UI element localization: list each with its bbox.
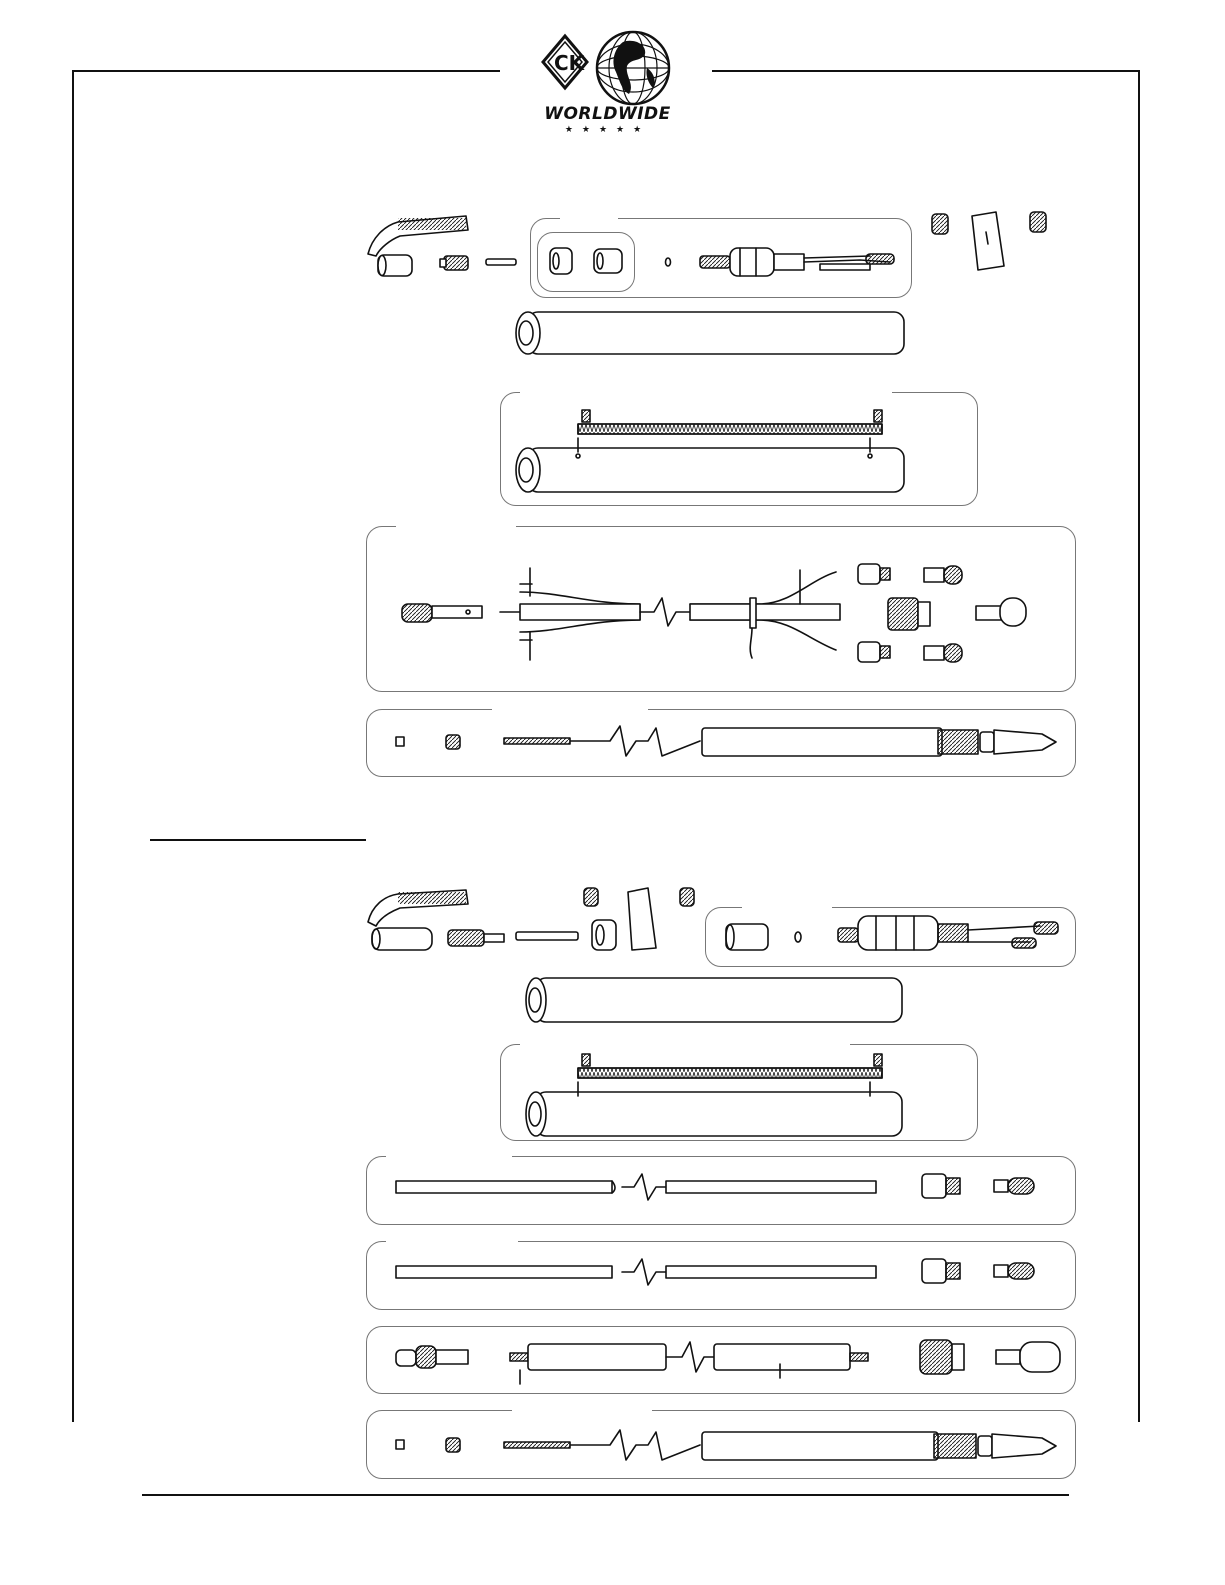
back-cap-short-lower — [628, 888, 656, 950]
logo-stars: ★★★★★ — [564, 124, 651, 134]
gas-hose-lower — [396, 1174, 1034, 1200]
cap-nut-b-upper — [1030, 212, 1046, 232]
insulator-lower — [592, 920, 616, 950]
o-ring-lower — [795, 932, 801, 942]
connector-c-upper — [976, 598, 1026, 626]
insulator-b-upper — [594, 249, 622, 273]
worldwide-wordmark: WORLDWIDE — [544, 104, 671, 124]
cap-nut-a-lower — [584, 888, 598, 906]
fitting-hex-b-upper — [858, 642, 890, 662]
cap-nut-b-lower — [680, 888, 694, 906]
collet-body-lower — [448, 930, 504, 946]
insulator-a-upper — [550, 248, 572, 274]
o-ring-upper — [666, 258, 671, 266]
connector-a-upper — [924, 566, 962, 584]
back-cap-long-lower — [368, 890, 468, 926]
nozzle-cup-lower — [372, 928, 432, 950]
power-cable-lower — [396, 1430, 1056, 1460]
back-cap-long-upper — [368, 216, 468, 256]
torch-body-upper — [700, 248, 894, 276]
fitting-hex-a-upper — [858, 564, 890, 584]
nozzle-cup-upper — [378, 255, 412, 276]
nozzle-lower — [726, 924, 768, 950]
back-cap-short-upper — [972, 212, 1004, 270]
connector-b-upper — [924, 644, 962, 662]
handle-rack-upper — [516, 410, 904, 492]
fitting-threaded-upper — [888, 598, 930, 630]
collet-lower — [516, 932, 578, 940]
power-cable-upper — [396, 726, 1056, 756]
handle-lower — [526, 978, 902, 1022]
cable-assembly-lower — [396, 1340, 1060, 1384]
torch-body-lower — [838, 916, 1058, 950]
water-hose-lower — [396, 1259, 1034, 1285]
cable-assembly-upper — [402, 568, 840, 660]
handle-upper — [516, 312, 904, 354]
cap-nut-a-upper — [932, 214, 948, 234]
collet-upper — [486, 259, 516, 265]
handle-rack-lower — [526, 1054, 902, 1136]
ck-monogram: CK — [554, 51, 585, 75]
collet-body-upper — [440, 256, 468, 270]
